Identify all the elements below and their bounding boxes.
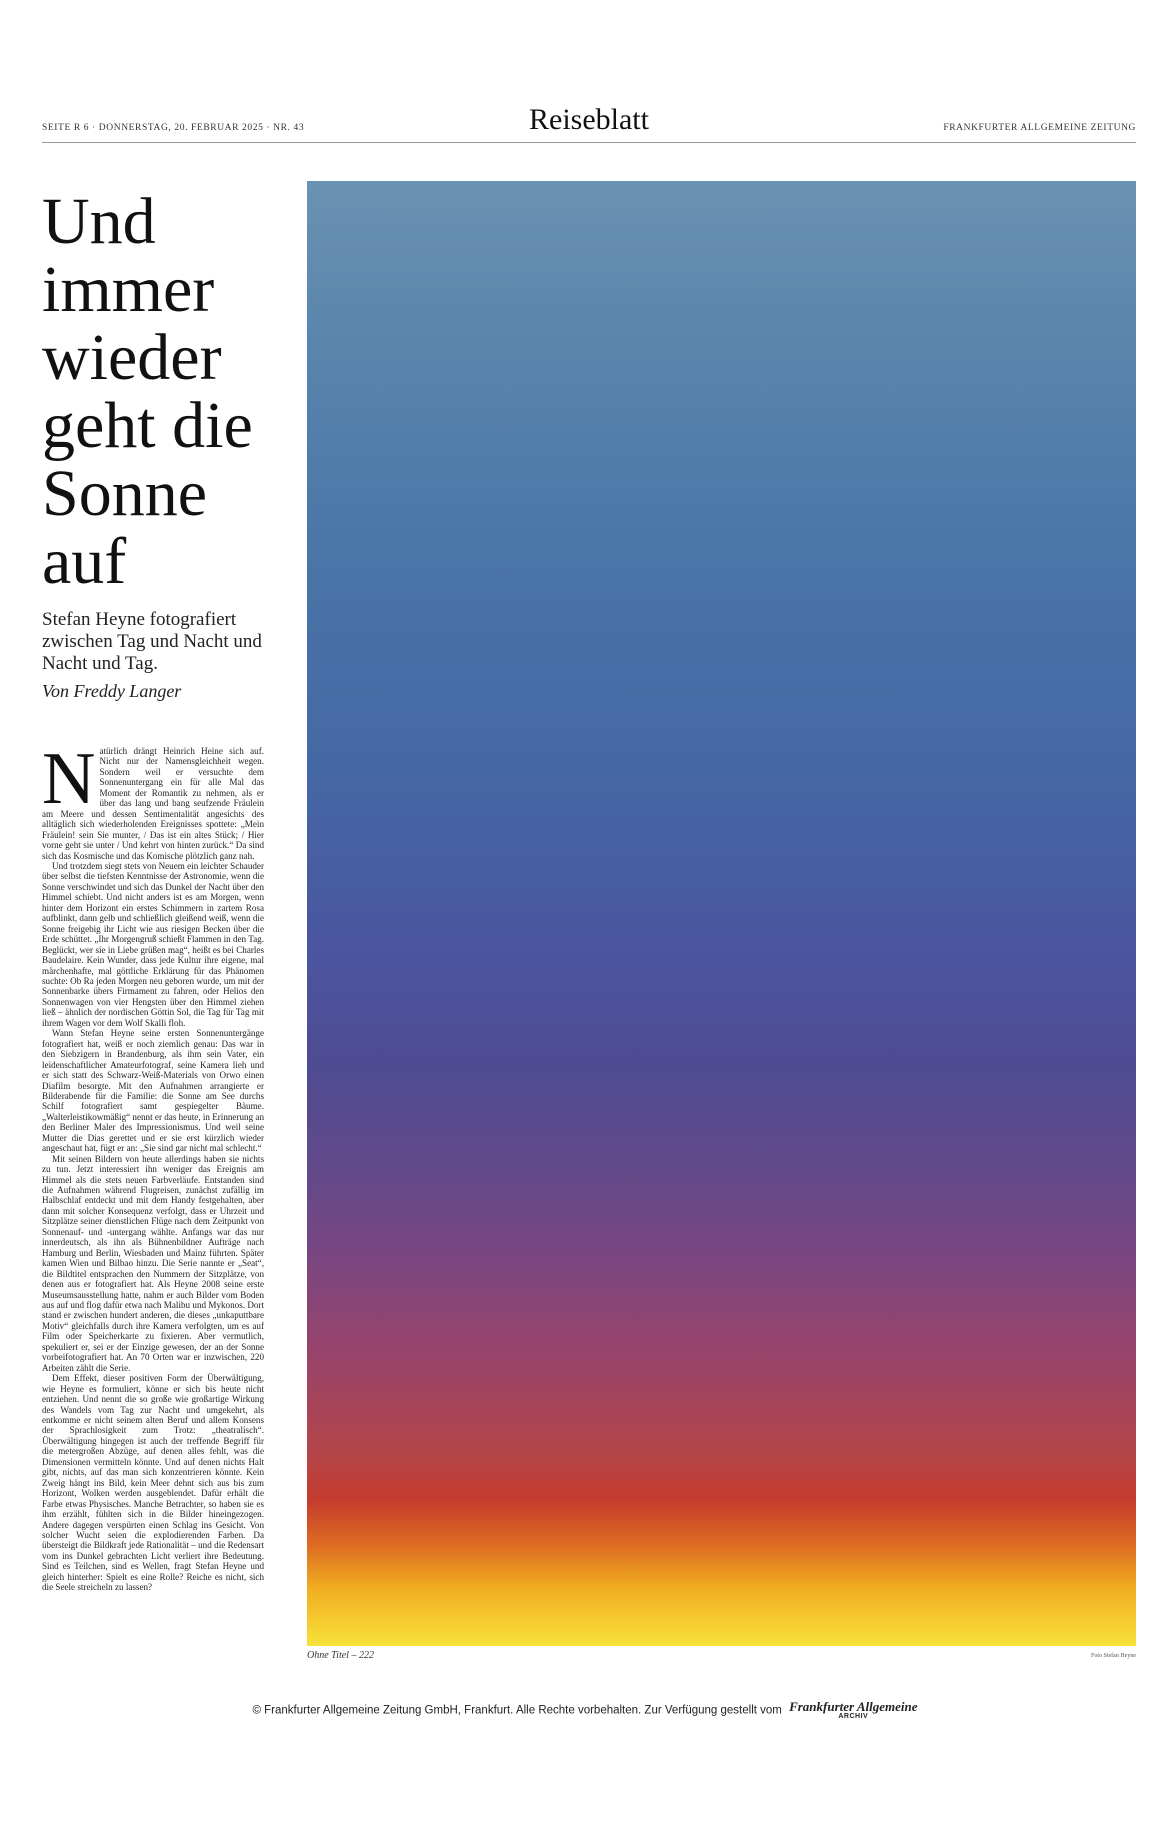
photo-credit: Foto Stefan Heyne bbox=[1091, 1653, 1136, 1659]
drop-cap: N bbox=[42, 746, 96, 820]
newspaper-name: FRANKFURTER ALLGEMEINE ZEITUNG bbox=[943, 123, 1136, 133]
article-paragraph: Dem Effekt, dieser positiven Form der Überwältigung, wie Heyne es formuliert, könne er sich bis heute nicht entziehen. Und nennt die so große wie großartige Wirkung des Wandels vom Tag zur Nacht und umgekehrt, als entkomme er nicht seinem alten Beruf und allem Konsens der Sprachlosigkeit zum Trotz: „theatralisch“. Überwältigung hingegen ist auch der treffende Begriff für die metergroßen Abzüge, auf denen alles fehlt, was die Dimensionen vermitteln könnte. Und auf denen nichts Halt gibt, nichts, auf das man sich konzentrieren könnte. Kein Zweig hängt ins Bild, kein Meer dehnt sich aus bis zum Horizont, Wolken werden ausgeblendet. Dafür erhält die Farbe etwas Physisches. Manche Betrachter, so haben sie es ihm erzählt, fühlten sich in die Bilder hineingezogen. Andere dagegen verspürten einen Schlag ins Gesicht. Von solcher Wucht seien die explodierenden Farben. Da übersteigt die Bildkraft jede Rationalität – und die Redensart vom ins Dunkel gebrachten Licht verliert ihre Bedeutung. Sind es Teilchen, sind es Wellen, fragt Stefan Heyne und gleich hinterher: Spielt es eine Rolle? Reiche es nicht, sich die Seele streicheln zu lassen? bbox=[42, 1373, 264, 1593]
article-paragraph: Mit seinen Bildern von heute allerdings haben sie nichts zu tun. Jetzt interessiert ihn weniger das Ereignis am Himmel als die stets neuen Farbverläufe. Entstanden sind die Aufnahmen während Flugreisen, zunächst zufällig im Halbschlaf entdeckt und mit dem Handy festgehalten, aber dann mit solcher Konsequenz verfolgt, dass er Uhrzeit und Sitzplätze seiner dienstlichen Flüge nach dem Zeitpunkt von Sonnenauf- und -untergang wählte. Anfangs war das nur innerdeutsch, als ihn als Bühnenbildner Aufträge nach Hamburg und Berlin, Wiesbaden und Mainz führten. Später kamen Wien und Bilbao hinzu. Die Serie nannte er „Seat“, die Bildtitel entsprachen den Nummern der Sitzplätze, von denen aus er fotografiert hat. Als Heyne 2008 seine erste Museumsausstellung hatte, nahm er auch Bilder vom Boden aus auf und flog dafür etwa nach Malibu und Mykonos. Dort stand er zwischen hundert anderen, die dieses „unkaputtbare Motiv“ gleichfalls durch ihre Kamera verfolgten, um es auf Film oder Speicherkarte zu fixieren. Aber vermutlich, spekuliert er, sei er der Einzige gewesen, der an der Sonne vorbeifotografiert hat. An 70 Orten war er inzwischen, 220 Arbeiten zählt die Serie. bbox=[42, 1153, 264, 1373]
article-paragraph bbox=[42, 746, 264, 861]
photo-caption: Ohne Titel – 222 bbox=[307, 1650, 374, 1661]
copyright-text: © Frankfurter Allgemeine Zeitung GmbH, Frankfurt. Alle Rechte vorbehalten. Zur Verfügung gestellt vom bbox=[252, 1704, 782, 1717]
logo-wordmark: Frankfurter Allgemeine bbox=[789, 1699, 918, 1714]
article-body bbox=[42, 746, 264, 1660]
masthead bbox=[42, 100, 1136, 143]
article-subhead: Stefan Heyne fotografiert zwischen Tag und Nacht und Nacht und Tag. bbox=[42, 609, 262, 674]
sunset-gradient-photo bbox=[307, 181, 1136, 1646]
copyright-footer bbox=[0, 1700, 1170, 1721]
article-paragraph: Und trotzdem siegt stets von Neuem ein leichter Schauder über selbst die tiefsten Kenntnisse der Astronomie, wenn die Sonne verschwindet und sich das Dunkel der Nacht über den Himmel schiebt. Und nicht anders ist es am Morgen, wenn hinter dem Horizont ein erstes Schimmern in zartem Rosa aufblinkt, dann gelb und schließlich gleißend weiß, wenn die Sonne freigebig ihr Licht wie aus riesigen Becken über die Erde schüttet. „Ihr Morgengruß schießt Flammen in den Tag. Beglückt, wer sie in Liebe grüßen mag“, heißt es bei Charles Baudelaire. Kein Wunder, dass jede Kultur ihre eigene, mal märchenhafte, mal göttliche Erklärung für das Phänomen suchte: Ob Ra jeden Morgen neu geboren wurde, um mit der Sonnenbarke übers Firmament zu fahren, oder Helios den Sonnenwagen von vier Hengsten über den Himmel ziehen ließ – ähnlich der nordischen Göttin Sol, die Tag für Tag mit ihrem Wagen vor dem Wolf Skalli floh. bbox=[42, 860, 264, 1028]
faz-archiv-logo bbox=[789, 1700, 917, 1721]
issue-info: SEITE R 6 · DONNERSTAG, 20. FEBRUAR 2025 · NR. 43 bbox=[42, 123, 305, 133]
logo-archiv-label: ARCHIV bbox=[838, 1713, 869, 1720]
article-headline: Und immer wieder geht die Sonne auf bbox=[42, 185, 253, 598]
article-byline: Von Freddy Langer bbox=[42, 681, 182, 701]
section-title: Reiseblatt bbox=[529, 103, 649, 136]
article-paragraph: Wann Stefan Heyne seine ersten Sonnenuntergänge fotografiert hat, weiß er noch ziemlich genau: Das war in den Siebzigern in Brandenburg, als ihm sein Vater, ein leidenschaftlicher Amateurfotograf, seine Kamera lieh und er sich statt des Schwarz-Weiß-Materials von Orwo einen Diafilm besorgte. Mit den Aufnahmen arrangierte er Bilderabende für die Familie: die Sonne am See durchs Schilf fotografiert samt gespiegelter Bäume. „Walterleistikowmäßig“ nennt er das heute, in Erinnerung an den Berliner Maler des Impressionismus. Und weil seine Mutter die Dias gerettet und er sie erst kürzlich wieder angeschaut hat, fügt er an: „Sie sind gar nicht mal schlecht.“ bbox=[42, 1028, 264, 1154]
paragraph-text: atürlich drängt Heinrich Heine sich auf. Nicht nur der Namensgleichheit wegen. Sondern weil er versuchte dem Sonnenuntergang ein für alle Mal das Moment der Romantik zu nehmen, als er über das lang und bang seufzende Fräulein am Meere und dessen Sentimentalität angesichts des alltäglich sich wiederholenden Ereignisses spottete: „Mein Fräulein! sein Sie munter, / Das ist ein altes Stück; / Hier vorne geht sie unter / Und kehrt von hinten zurück.“ Da sind sich das Kosmische und das Komische plötzlich ganz nah. bbox=[42, 746, 264, 861]
